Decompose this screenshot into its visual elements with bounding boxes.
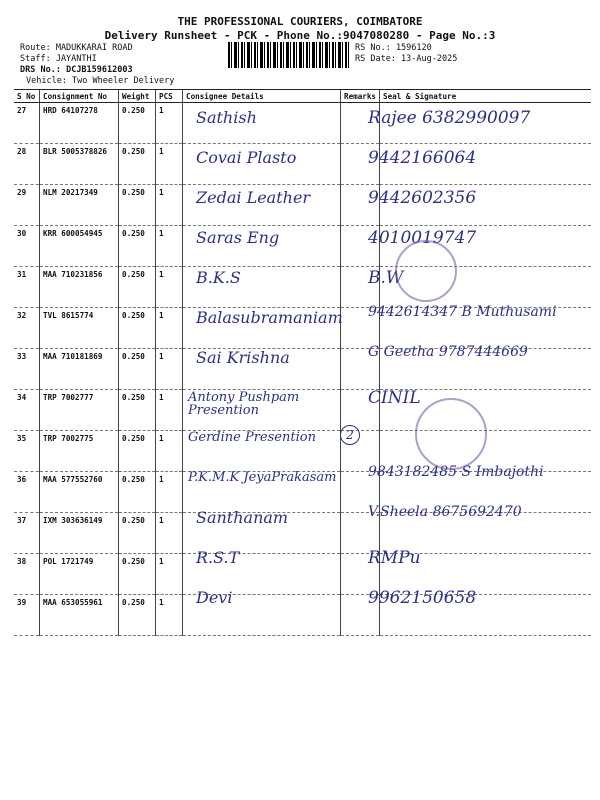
handwritten-consignee: P.K.M.K JeyaPrakasam <box>188 470 337 485</box>
consignment-cell: MAA 710231856 <box>40 267 119 308</box>
pcs-cell: 1 <box>156 595 183 636</box>
weight-cell: 0.250 <box>119 185 156 226</box>
pcs-cell: 1 <box>156 103 183 144</box>
pcs-cell: 1 <box>156 144 183 185</box>
stamp-31 <box>395 240 457 302</box>
pcs-cell: 1 <box>156 431 183 472</box>
weight-cell: 0.250 <box>119 554 156 595</box>
circled-annotation: 2 <box>340 425 360 445</box>
sno-cell: 34 <box>14 390 40 431</box>
col-consignment: Consignment No <box>40 90 119 103</box>
handwritten-consignee: Balasubramaniam <box>196 308 343 327</box>
handwritten-consignee: Antony Pushpam Presention <box>188 390 300 418</box>
weight-cell: 0.250 <box>119 226 156 267</box>
consignment-cell: IXM 303636149 <box>40 513 119 554</box>
weight-cell: 0.250 <box>119 513 156 554</box>
col-consignee: Consignee Details <box>183 90 341 103</box>
sno-cell: 33 <box>14 349 40 390</box>
pcs-cell: 1 <box>156 513 183 554</box>
route-field: Route: MADUKKARAI ROAD <box>20 43 133 53</box>
handwritten-signature: 4010019747 <box>368 228 477 248</box>
drs-field <box>20 65 133 75</box>
consignment-cell: TRP 7002775 <box>40 431 119 472</box>
sno-cell: 37 <box>14 513 40 554</box>
consignment-cell: KRR 600054945 <box>40 226 119 267</box>
staff-field: Staff: JAYANTHI <box>20 54 97 64</box>
consignment-cell: BLR 5005378826 <box>40 144 119 185</box>
handwritten-signature: CINIL <box>368 388 421 408</box>
pcs-cell: 1 <box>156 226 183 267</box>
handwritten-consignee: Devi <box>196 588 233 607</box>
handwritten-consignee: Santhanam <box>196 508 289 527</box>
sno-cell: 30 <box>14 226 40 267</box>
pcs-cell: 1 <box>156 390 183 431</box>
stamp-35 <box>415 398 487 470</box>
consignment-cell: MAA 577552760 <box>40 472 119 513</box>
col-weight: Weight <box>119 90 156 103</box>
pcs-cell: 1 <box>156 185 183 226</box>
sno-cell: 35 <box>14 431 40 472</box>
weight-cell: 0.250 <box>119 308 156 349</box>
consignment-cell: MAA 653055961 <box>40 595 119 636</box>
pcs-cell: 1 <box>156 554 183 595</box>
col-pcs: PCS <box>156 90 183 103</box>
weight-cell: 0.250 <box>119 349 156 390</box>
col-seal: Seal & Signature <box>380 90 591 103</box>
handwritten-consignee: Gerdine Presention <box>188 430 316 445</box>
sno-cell: 36 <box>14 472 40 513</box>
pcs-cell: 1 <box>156 308 183 349</box>
vehicle-field: Vehicle: Two Wheeler Delivery <box>26 76 175 86</box>
sno-cell: 29 <box>14 185 40 226</box>
weight-cell: 0.250 <box>119 103 156 144</box>
barcode-image <box>228 42 350 68</box>
handwritten-signature: 9442614347 B Muthusami <box>368 304 557 320</box>
handwritten-consignee: Zedai Leather <box>196 188 311 207</box>
sno-cell: 32 <box>14 308 40 349</box>
consignment-cell: TRP 7002777 <box>40 390 119 431</box>
handwritten-signature: Rajee 6382990097 <box>368 108 531 128</box>
weight-cell: 0.250 <box>119 472 156 513</box>
sno-cell: 31 <box>14 267 40 308</box>
weight-cell: 0.250 <box>119 595 156 636</box>
sno-cell: 38 <box>14 554 40 595</box>
drs-label: DRS No.: <box>20 65 61 75</box>
rs-no-field: RS No.: 1596120 <box>355 43 432 53</box>
handwritten-consignee: B.K.S <box>196 268 241 287</box>
table-header-row <box>14 90 591 103</box>
pcs-cell: 1 <box>156 349 183 390</box>
handwritten-signature: 9442602356 <box>368 188 477 208</box>
consignment-cell: HRD 64107278 <box>40 103 119 144</box>
col-sno: S No <box>14 90 40 103</box>
drs-value: DCJB159612003 <box>66 65 133 75</box>
weight-cell: 0.250 <box>119 144 156 185</box>
sno-cell: 27 <box>14 103 40 144</box>
rs-date-field: RS Date: 13-Aug-2025 <box>355 54 458 64</box>
col-remarks: Remarks <box>341 90 380 103</box>
sno-cell: 28 <box>14 144 40 185</box>
consignment-cell: POL 1721749 <box>40 554 119 595</box>
handwritten-signature: 9442166064 <box>368 148 477 168</box>
pcs-cell: 1 <box>156 267 183 308</box>
consignment-cell: TVL 8615774 <box>40 308 119 349</box>
handwritten-signature: 9962150658 <box>368 588 477 608</box>
handwritten-signature: G Geetha 9787444669 <box>368 344 528 360</box>
consignment-cell: MAA 710181869 <box>40 349 119 390</box>
page-title: THE PROFESSIONAL COURIERS, COIMBATORE <box>177 15 423 28</box>
handwritten-signature: 9843182485 S Imbajothi <box>368 464 544 480</box>
pcs-cell: 1 <box>156 472 183 513</box>
weight-cell: 0.250 <box>119 267 156 308</box>
handwritten-signature: RMPu <box>368 548 421 568</box>
consignment-cell: NLM 20217349 <box>40 185 119 226</box>
handwritten-consignee: Sathish <box>196 108 257 127</box>
handwritten-consignee: R.S.T <box>196 548 240 567</box>
page-subtitle: Delivery Runsheet - PCK - Phone No.:9047080280 - Page No.:3 <box>104 29 496 42</box>
weight-cell: 0.250 <box>119 390 156 431</box>
handwritten-signature: V.Sheela 8675692470 <box>368 504 522 520</box>
weight-cell: 0.250 <box>119 431 156 472</box>
handwritten-signature: B.W <box>368 268 404 288</box>
sno-cell: 39 <box>14 595 40 636</box>
handwritten-consignee: Covai Plasto <box>196 148 297 167</box>
handwritten-consignee: Sai Krishna <box>196 348 290 367</box>
handwritten-consignee: Saras Eng <box>196 228 280 247</box>
